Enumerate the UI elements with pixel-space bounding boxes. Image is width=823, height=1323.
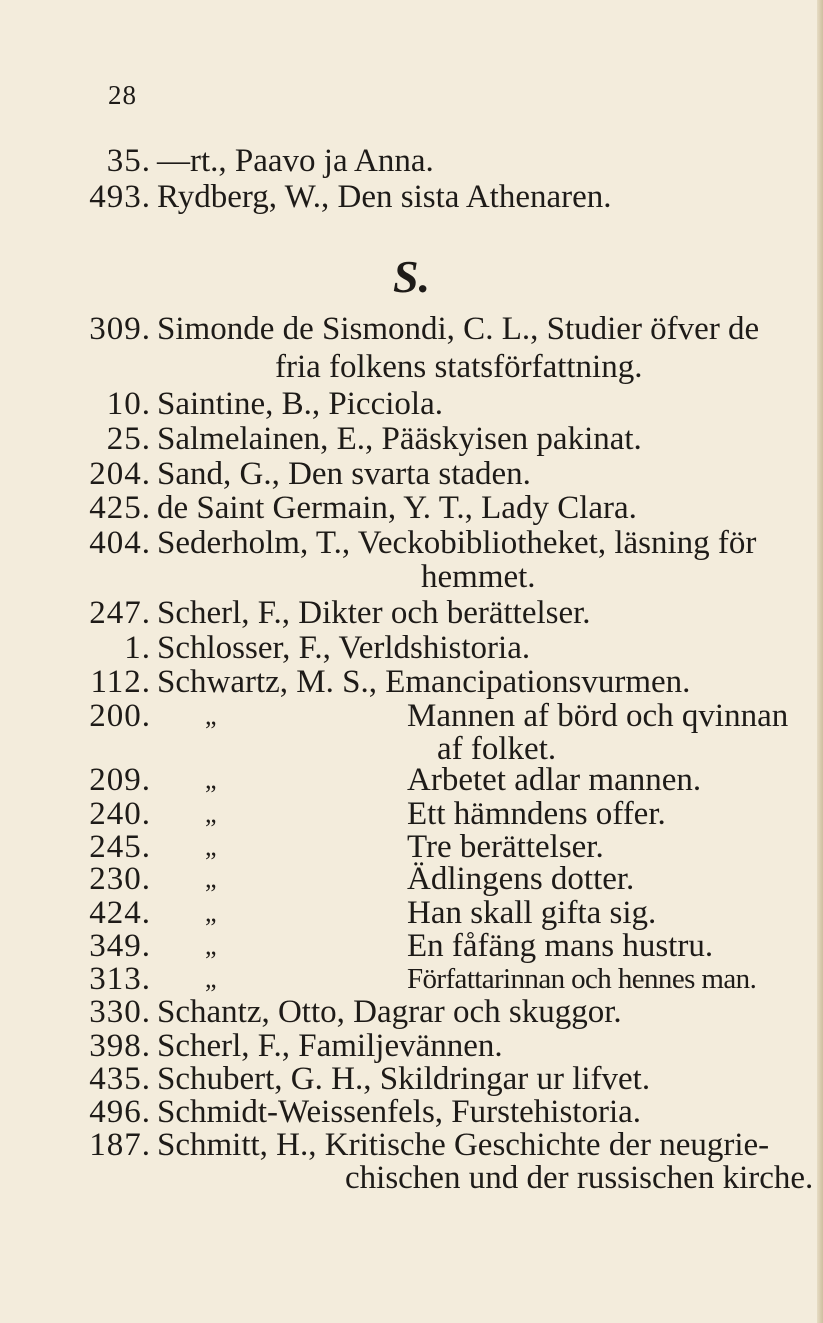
entry-text: Arbetet adlar mannen.: [407, 762, 702, 798]
entry-text: Schlosser, F., Verldshistoria.: [157, 630, 531, 666]
entry-text: Tre berättelser.: [407, 829, 604, 865]
entry-number: 424.: [89, 895, 151, 931]
entry-text: Simonde de Sismondi, C. L., Studier öfver de: [157, 311, 760, 347]
entry-number: 309.: [89, 311, 151, 347]
entry-text: Mannen af börd och qvinnan: [407, 698, 789, 734]
list-item: [0, 696, 823, 736]
entry-number: 330.: [89, 994, 151, 1030]
list-item: [0, 141, 823, 181]
ditto-mark: „: [205, 964, 217, 993]
entry-number: 404.: [89, 525, 151, 561]
list-item: [0, 177, 823, 217]
entry-continuation: fria folkens statsförfattning.: [275, 349, 643, 385]
page-number: 28: [108, 80, 137, 110]
entry-text: Schmitt, H., Kritische Geschichte der neugrie-: [157, 1127, 770, 1163]
entry-text: Han skall gifta sig.: [407, 895, 657, 931]
entry-text: Schantz, Otto, Dagrar och skuggor.: [157, 994, 622, 1030]
entry-text: Salmelainen, E., Pääskyisen pakinat.: [157, 421, 642, 457]
list-item: [0, 523, 823, 563]
entry-text: Schubert, G. H., Skildringar ur lifvet.: [157, 1061, 651, 1097]
entry-number: 200.: [89, 698, 151, 734]
entry-number: 35.: [106, 143, 151, 179]
entry-number: 204.: [89, 456, 151, 492]
list-item: [0, 309, 823, 349]
entry-number: 240.: [89, 796, 151, 832]
entry-text: —rt., Paavo ja Anna.: [157, 143, 434, 179]
entry-number: 313.: [89, 961, 151, 997]
entry-text: Scherl, F., Dikter och berättelser.: [157, 595, 591, 631]
ditto-mark: „: [205, 799, 217, 828]
entry-text: Schwartz, M. S., Emancipationsvurmen.: [157, 664, 691, 700]
entry-number: 10.: [106, 386, 151, 422]
ditto-mark: „: [205, 832, 217, 861]
entry-text: de Saint Germain, Y. T., Lady Clara.: [157, 490, 637, 526]
entry-number: 112.: [90, 664, 151, 700]
entry-text: Schmidt-Weissenfels, Furstehistoria.: [157, 1094, 642, 1130]
entry-number: 435.: [89, 1061, 151, 1097]
entry-number: 209.: [89, 762, 151, 798]
entry-number: 247.: [89, 595, 151, 631]
entry-number: 398.: [89, 1028, 151, 1064]
entry-text: Rydberg, W., Den sista Athenaren.: [157, 179, 612, 215]
entry-text: Saintine, B., Picciola.: [157, 386, 443, 422]
section-heading: S.: [393, 251, 431, 302]
entry-continuation: chischen und der russischen kirche.: [345, 1160, 814, 1196]
list-item: [0, 384, 823, 424]
ditto-mark: „: [205, 701, 217, 730]
entry-number: 349.: [89, 928, 151, 964]
entry-number: 1.: [124, 630, 151, 666]
ditto-mark: „: [205, 864, 217, 893]
entry-text: Författarinnan och hennes man.: [407, 963, 757, 995]
entry-text: Sand, G., Den svarta staden.: [157, 456, 531, 492]
ditto-mark: „: [205, 765, 217, 794]
entry-text: Scherl, F., Familjevännen.: [157, 1028, 503, 1064]
ditto-mark: „: [205, 931, 217, 960]
list-item: [0, 488, 823, 528]
page-edge: [817, 0, 823, 1323]
entry-continuation: hemmet.: [421, 559, 536, 595]
entry-number: 25.: [106, 421, 151, 457]
entry-number: 187.: [89, 1127, 151, 1163]
entry-text: En fåfäng mans hustru.: [407, 928, 714, 964]
list-item: [0, 593, 823, 633]
entry-number: 230.: [89, 861, 151, 897]
entry-text: Sederholm, T., Veckobibliotheket, läsning för: [157, 525, 757, 561]
entry-number: 425.: [89, 490, 151, 526]
entry-continuation: af folket.: [437, 731, 557, 767]
entry-number: 496.: [89, 1094, 151, 1130]
ditto-mark: „: [205, 898, 217, 927]
list-item: [0, 419, 823, 459]
entry-text: Ädlingens dotter.: [407, 861, 635, 897]
entry-number: 245.: [89, 829, 151, 865]
entry-text: Ett hämndens offer.: [407, 796, 666, 832]
entry-number: 493.: [89, 179, 151, 215]
